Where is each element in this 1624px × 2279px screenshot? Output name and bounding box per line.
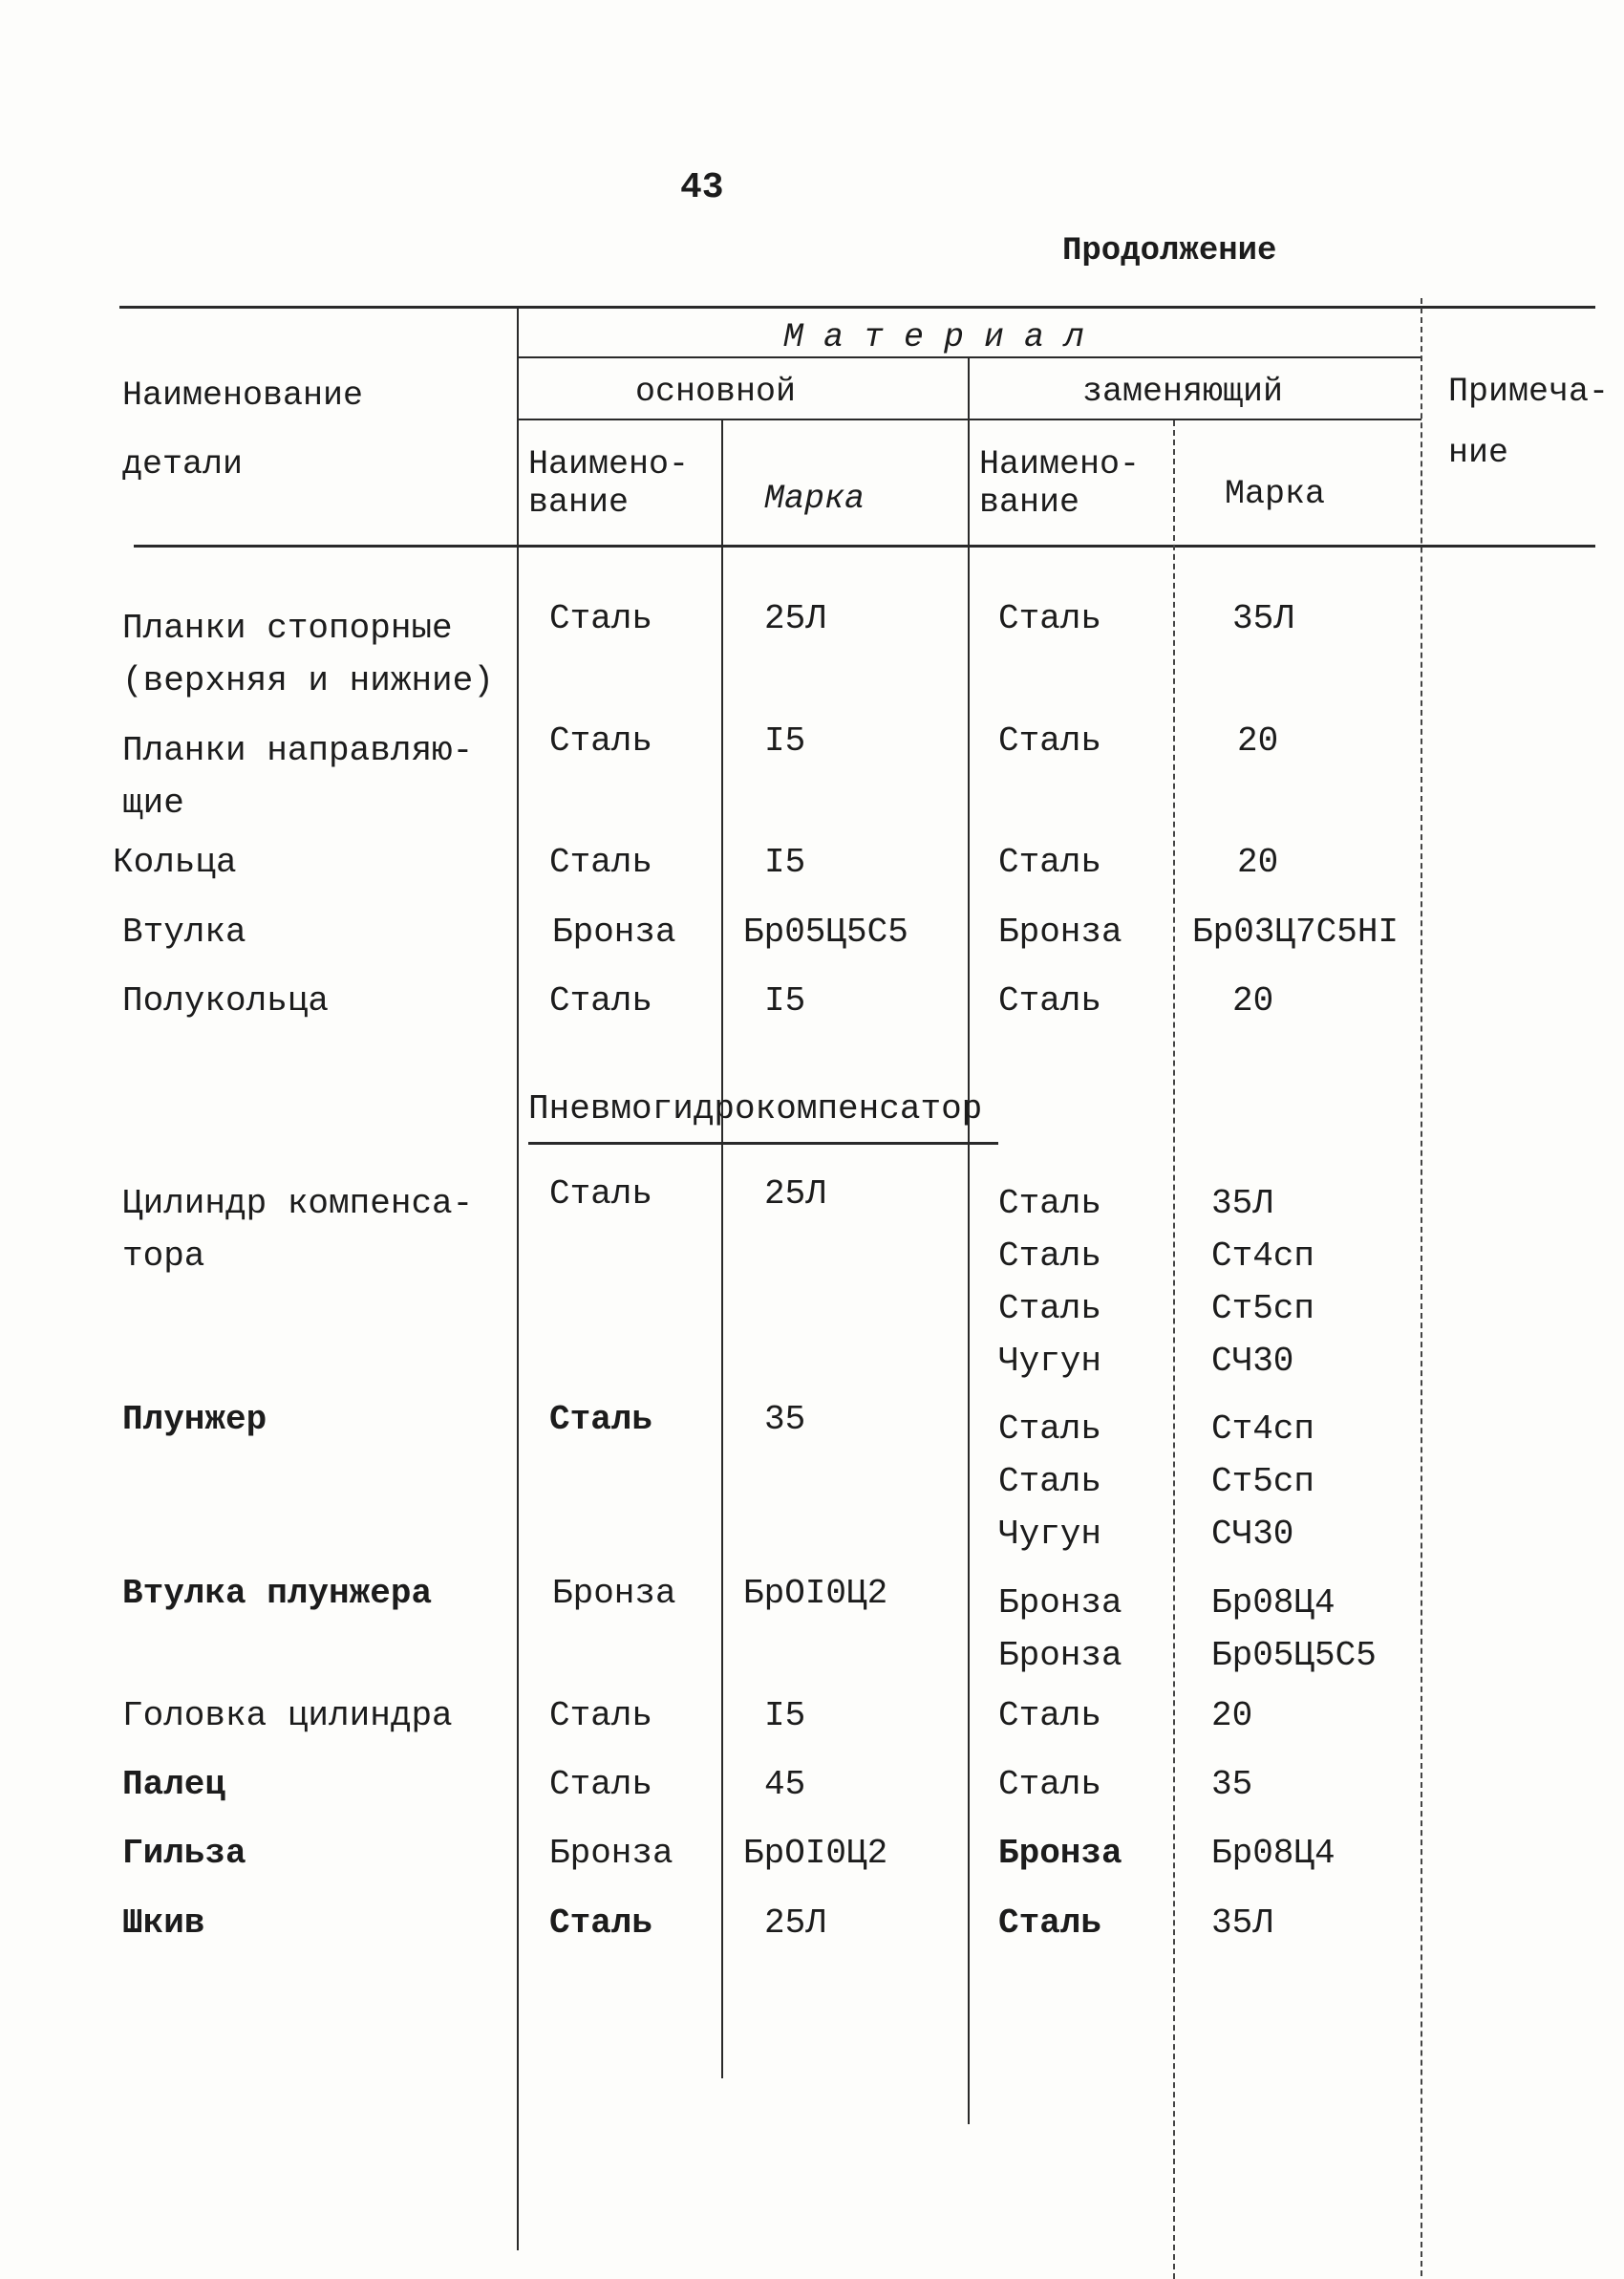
part-name: Полукольца	[122, 981, 330, 1021]
replacement-material-name: Сталь	[998, 1903, 1102, 1943]
replacement-material-name: Бронза	[998, 1834, 1122, 1873]
replacement-material-grade: Ст4сп Ст5сп СЧ30	[1211, 1409, 1315, 1554]
replacement-material-grade: 35	[1211, 1765, 1253, 1804]
part-name: Плунжер	[122, 1400, 267, 1439]
main-material-name: Сталь	[549, 599, 653, 638]
replacement-material-grade: 20	[1232, 981, 1274, 1021]
header-main-name: Наимено- вание	[528, 445, 690, 522]
col-divider-part	[517, 306, 519, 2250]
col-divider-main-grade	[721, 420, 723, 2078]
replacement-material-name: Сталь	[998, 599, 1102, 638]
header-replacement-grade: Марка	[1225, 475, 1326, 513]
main-material-name: Бронза	[552, 1574, 676, 1613]
main-material-name: Сталь	[549, 1696, 653, 1735]
material-rule	[519, 356, 1421, 358]
header-main-material: основной	[635, 373, 797, 411]
replacement-material-name: Сталь	[998, 721, 1102, 761]
main-material-name: Бронза	[549, 1834, 673, 1873]
replacement-material-name: Сталь Сталь Чугун	[998, 1409, 1102, 1554]
main-material-grade: I5	[764, 981, 806, 1021]
main-material-name: Сталь	[549, 1903, 653, 1943]
replacement-material-name: Бронза Бронза	[998, 1583, 1122, 1675]
part-name: Втулка	[122, 913, 246, 952]
replacement-material-name: Сталь	[998, 981, 1102, 1021]
main-material-name: Сталь	[549, 721, 653, 761]
section-title: Пневмогидрокомпенсатор	[528, 1089, 983, 1129]
part-name: Гильза	[122, 1834, 246, 1873]
replacement-material-name: Сталь	[998, 1696, 1102, 1735]
replacement-material-grade: Бр08Ц4	[1211, 1834, 1336, 1873]
part-name: Головка цилиндра	[122, 1696, 453, 1735]
main-material-grade: БрОI0Ц2	[743, 1834, 888, 1873]
header-note: Примеча- ние	[1448, 373, 1610, 472]
part-name: Цилиндр компенса- тора	[122, 1184, 474, 1276]
replacement-material-grade: 20	[1237, 843, 1279, 882]
header-material: М а т е р и а л	[783, 318, 1085, 356]
replacement-material-name: Сталь Сталь Сталь Чугун	[998, 1184, 1102, 1381]
part-name: Втулка плунжера	[122, 1574, 433, 1613]
main-material-grade: Бр05Ц5С5	[743, 913, 908, 952]
main-material-grade: 25Л	[764, 1903, 826, 1943]
main-material-grade: 45	[764, 1765, 806, 1804]
header-part-name: Наименование детали	[122, 376, 364, 484]
subheader-rule	[519, 419, 1421, 420]
table-top-rule	[119, 306, 1595, 309]
replacement-material-grade: Бр03Ц7С5НI	[1192, 913, 1400, 952]
main-material-grade: 35	[764, 1400, 806, 1439]
main-material-name: Сталь	[549, 843, 653, 882]
replacement-material-name: Сталь	[998, 843, 1102, 882]
part-name: Шкив	[122, 1903, 205, 1943]
col-divider-note	[1421, 298, 1422, 2276]
header-replacement-material: заменяющий	[1082, 373, 1284, 411]
part-name: Планки направляю- щие	[122, 731, 474, 823]
page-number: 43	[680, 167, 724, 208]
continuation-label: Продолжение	[1062, 233, 1277, 269]
replacement-material-name: Сталь	[998, 1765, 1102, 1804]
header-bottom-rule	[134, 545, 1595, 548]
main-material-name: Бронза	[552, 913, 676, 952]
col-divider-replacement	[968, 356, 970, 2124]
replacement-material-grade: 35Л	[1211, 1903, 1273, 1943]
main-material-grade: I5	[764, 721, 806, 761]
main-material-grade: 25Л	[764, 599, 826, 638]
replacement-material-grade: 35Л Ст4сп Ст5сп СЧ30	[1211, 1184, 1315, 1381]
section-underline	[528, 1142, 998, 1145]
main-material-name: Сталь	[549, 1400, 653, 1439]
part-name: Палец	[122, 1765, 226, 1804]
replacement-material-grade: 20	[1211, 1696, 1253, 1735]
main-material-name: Сталь	[549, 981, 653, 1021]
main-material-name: Сталь	[549, 1765, 653, 1804]
header-replacement-name: Наимено- вание	[979, 445, 1141, 522]
part-name: Планки стопорные (верхняя и нижние)	[122, 609, 494, 700]
replacement-material-grade: 20	[1237, 721, 1279, 761]
main-material-grade: I5	[764, 1696, 806, 1735]
main-material-grade: БрОI0Ц2	[743, 1574, 888, 1613]
part-name: Кольца	[113, 843, 237, 882]
replacement-material-grade: 35Л	[1232, 599, 1294, 638]
main-material-grade: I5	[764, 843, 806, 882]
col-divider-replacement-grade	[1173, 420, 1175, 2279]
replacement-material-grade: Бр08Ц4 Бр05Ц5С5	[1211, 1583, 1377, 1675]
main-material-grade: 25Л	[764, 1174, 826, 1214]
header-main-grade: Марка	[764, 480, 865, 518]
replacement-material-name: Бронза	[998, 913, 1122, 952]
main-material-name: Сталь	[549, 1174, 653, 1214]
